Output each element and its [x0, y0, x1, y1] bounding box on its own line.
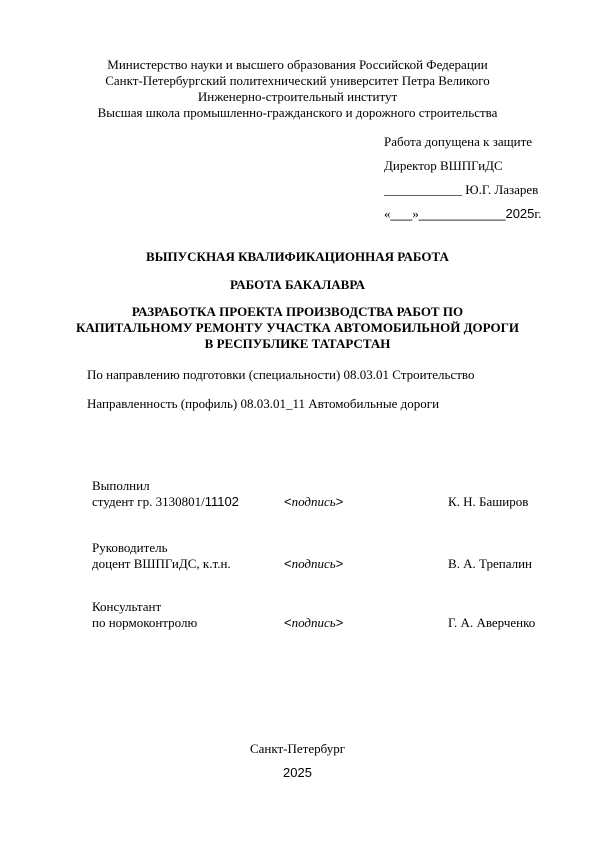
- signature-position: студент гр. 3130801/11102: [92, 494, 239, 509]
- signature-placeholder: <подпись>: [284, 615, 344, 630]
- topic-line-3: В РЕСПУБЛИКЕ ТАТАРСТАН: [204, 336, 391, 351]
- work-topic-title: [0, 304, 595, 352]
- signature-name: Г. А. Аверченко: [448, 615, 536, 630]
- signature-role: Руководитель: [92, 540, 168, 555]
- signature-role: Консультант: [92, 599, 162, 614]
- footer-city: Санкт-Петербург: [249, 741, 346, 756]
- signature-name: В. А. Трепалин: [448, 556, 533, 571]
- date-open-quote: «: [384, 206, 391, 221]
- approval-line-2: Директор ВШПГиДС: [384, 158, 503, 173]
- topic-line-1: РАЗРАБОТКА ПРОЕКТА ПРОИЗВОДСТВА РАБОТ ПО: [131, 304, 464, 319]
- date-year: 2025: [505, 206, 535, 221]
- topic-line-2: КАПИТАЛЬНОМУ РЕМОНТУ УЧАСТКА АВТОМОБИЛЬНОЙ ДОРОГИ: [75, 320, 520, 335]
- group-code: 11102: [204, 494, 239, 509]
- study-profile: Направленность (профиль) 08.03.01_11 Автомобильные дороги: [87, 396, 440, 411]
- signature-placeholder: <подпись>: [284, 556, 344, 571]
- approval-sign-line: ____________ Ю.Г. Лазарев: [384, 182, 539, 197]
- work-type-title: РАБОТА БАКАЛАВРА: [230, 277, 365, 292]
- ministry-line: Министерство науки и высшего образования Российской Федерации: [107, 57, 488, 72]
- signature-role: Выполнил: [92, 478, 150, 493]
- date-month-blank: ____________: [418, 206, 506, 221]
- work-kind-title: ВЫПУСКНАЯ КВАЛИФИКАЦИОННАЯ РАБОТА: [146, 249, 449, 264]
- signature-position: по нормоконтролю: [92, 615, 198, 630]
- study-direction: По направлению подготовки (специальности) 08.03.01 Строительство: [87, 367, 475, 382]
- university-line: Санкт-Петербургский политехнический университет Петра Великого: [105, 73, 490, 88]
- institute-line: Инженерно-строительный институт: [197, 89, 398, 104]
- organization-header: [0, 57, 595, 121]
- signature-placeholder: <подпись>: [284, 494, 344, 509]
- approval-date-line: [384, 206, 542, 222]
- signature-name: К. Н. Баширов: [448, 494, 529, 509]
- date-suffix: г.: [534, 206, 542, 221]
- date-day-blank: ___: [390, 206, 413, 221]
- signature-position: доцент ВШПГиДС, к.т.н.: [92, 556, 231, 571]
- footer-year: 2025: [283, 765, 312, 780]
- school-line: Высшая школа промышленно-гражданского и дорожного строительства: [97, 105, 498, 120]
- approval-line-1: Работа допущена к защите: [384, 134, 533, 149]
- date-close-quote: »: [412, 206, 419, 221]
